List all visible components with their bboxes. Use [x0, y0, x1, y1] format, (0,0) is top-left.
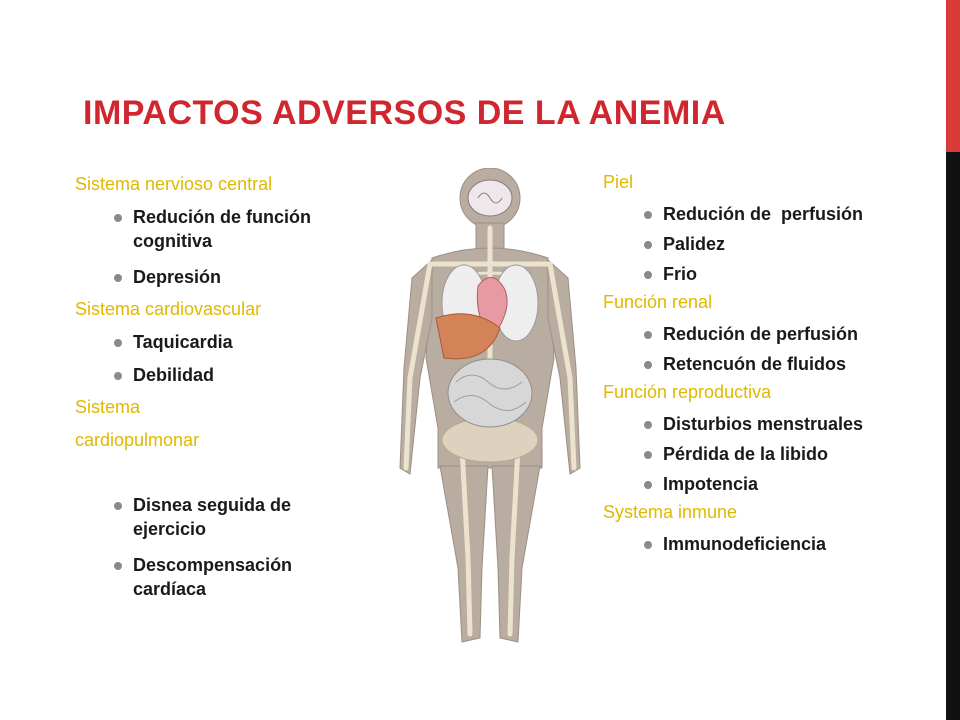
right-accent-bar — [946, 0, 960, 720]
heading-renal: Función renal — [603, 292, 713, 312]
heading-inmune: Systema inmune — [603, 502, 738, 522]
heading-cv: Sistema cardiovascular — [75, 299, 262, 319]
heading-repro: Función reproductiva — [603, 382, 772, 402]
human-anatomy-illustration — [392, 168, 588, 668]
item-cv-1: Taquicardia — [114, 330, 233, 354]
item-renal-2: Retencuón de fluidos — [644, 352, 846, 376]
heading-snc: Sistema nervioso central — [75, 174, 273, 194]
slide-title: IMPACTOS ADVERSOS DE LA ANEMIA — [83, 94, 726, 132]
heading-cp-line1: Sistema — [75, 397, 141, 417]
item-snc-2: Depresión — [114, 265, 221, 289]
heading-piel: Piel — [603, 172, 634, 192]
item-renal-1: Redución de perfusión — [644, 322, 858, 346]
item-piel-2: Palidez — [644, 232, 725, 256]
intestines-icon — [448, 359, 532, 427]
item-repro-2: Pérdida de la libido — [644, 442, 828, 466]
item-piel-1: Redución de perfusión — [644, 202, 863, 226]
item-repro-1: Disturbios menstruales — [644, 412, 863, 436]
item-repro-3: Impotencia — [644, 472, 758, 496]
item-cp-2: Descompensación cardíaca — [114, 553, 358, 601]
item-cv-2: Debilidad — [114, 363, 214, 387]
item-cp-1: Disnea seguida de ejercicio — [114, 493, 358, 541]
item-inmune-1: Immunodeficiencia — [644, 532, 826, 556]
item-piel-3: Frio — [644, 262, 697, 286]
accent-bar-red — [946, 0, 960, 152]
heading-cp-line2: cardiopulmonar — [75, 430, 200, 450]
item-snc-1: Redución de función cognitiva — [114, 205, 373, 253]
